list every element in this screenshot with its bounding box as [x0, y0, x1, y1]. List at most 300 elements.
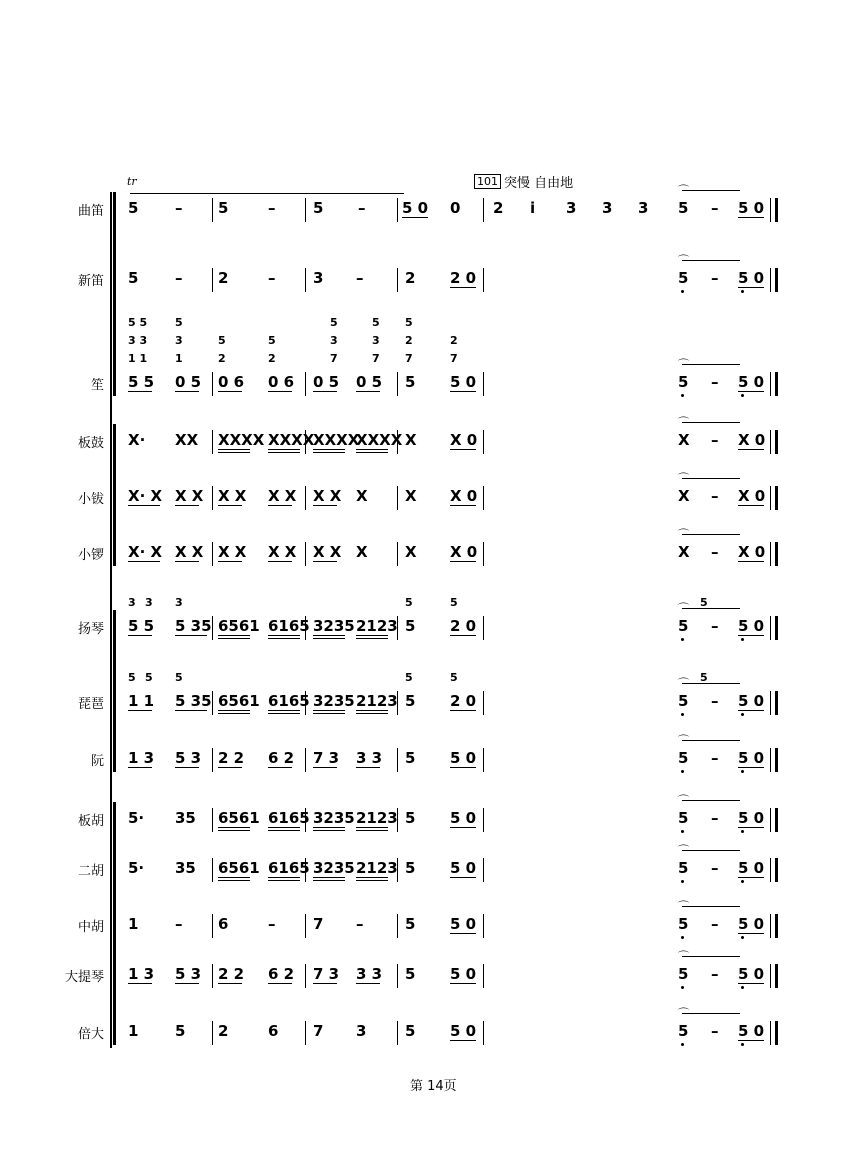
note: 3: [356, 1022, 367, 1040]
beat-underline: [175, 505, 199, 506]
beat-underline: [356, 452, 388, 453]
note: 1: [128, 1022, 139, 1040]
barline: [305, 372, 306, 396]
note: 5·: [128, 859, 145, 877]
final-note: 5: [678, 965, 689, 983]
chord-note: 2: [405, 334, 413, 347]
note: 5 0: [450, 373, 477, 391]
note: 5 0: [450, 859, 477, 877]
note: X: [405, 431, 417, 449]
note: XXXX: [268, 431, 315, 449]
octave-dot: [681, 394, 684, 397]
chord-note: 3: [175, 334, 183, 347]
beat-underline: [450, 391, 476, 392]
note: X: [405, 487, 417, 505]
beat-underline: [218, 830, 250, 831]
note: 5: [313, 199, 324, 217]
system-line: [110, 192, 112, 1048]
barline: [483, 268, 484, 292]
barline: [212, 616, 213, 640]
barline: [397, 486, 398, 510]
note: –: [175, 915, 183, 933]
note: 6165: [268, 859, 310, 877]
barline: [212, 914, 213, 938]
note: 3 3: [356, 749, 383, 767]
trill-mark: tr: [127, 175, 137, 188]
chord-note: 2: [268, 352, 276, 365]
beat-underline: [128, 635, 152, 636]
chord-note: 1: [175, 352, 183, 365]
fermata-mark: ⌒: [678, 844, 689, 857]
tempo-marking: 突慢 自由地: [504, 176, 574, 191]
slur: [130, 193, 404, 194]
tie: [682, 850, 740, 851]
octave-dot: [741, 880, 744, 883]
chord-note: 2: [450, 334, 458, 347]
note: 5 3: [175, 749, 202, 767]
final-note: 5: [678, 269, 689, 287]
beat-underline: [356, 827, 388, 828]
chord-note: 3: [128, 596, 136, 609]
beat-underline: [218, 391, 242, 392]
beat-underline: [313, 635, 345, 636]
beat-underline: [450, 933, 476, 934]
octave-dot: [741, 1043, 744, 1046]
note: X: [405, 543, 417, 561]
free-melody-note: 3: [566, 199, 577, 217]
barline: [775, 486, 778, 510]
final-barline: [770, 1021, 771, 1045]
final-barline: [770, 691, 771, 715]
page-number: 第 14页: [410, 1079, 457, 1094]
note: 5 0: [450, 1022, 477, 1040]
beat-underline: [313, 713, 345, 714]
note: 3 3: [356, 965, 383, 983]
barline: [305, 542, 306, 566]
beat-underline: [175, 391, 199, 392]
beat-underline: [450, 449, 476, 450]
beat-underline: [450, 505, 476, 506]
instrument-label: 曲笛: [77, 204, 104, 219]
barline: [212, 198, 213, 222]
final-note: –: [711, 543, 719, 561]
beat-underline: [218, 561, 242, 562]
final-note: –: [711, 809, 719, 827]
instrument-label: 中胡: [77, 920, 104, 935]
barline: [397, 748, 398, 772]
final-note: –: [711, 373, 719, 391]
final-barline: [770, 542, 771, 566]
final-note: 5 0: [738, 859, 765, 877]
instrument-label: 阮: [90, 754, 104, 769]
octave-dot: [681, 770, 684, 773]
note: 6165: [268, 809, 310, 827]
beat-underline: [738, 710, 764, 711]
beat-underline: [218, 635, 250, 636]
tie: [682, 190, 740, 191]
beat-underline: [356, 713, 388, 714]
free-melody-note: 2: [493, 199, 504, 217]
beat-underline: [313, 827, 345, 828]
note: 5 0: [402, 199, 429, 217]
note: 6165: [268, 692, 310, 710]
barline: [397, 542, 398, 566]
final-note: 5 0: [738, 269, 765, 287]
final-note: –: [711, 859, 719, 877]
barline: [212, 268, 213, 292]
chord-note: 5: [218, 334, 226, 347]
barline: [305, 914, 306, 938]
final-note: –: [711, 965, 719, 983]
barline: [483, 1021, 484, 1045]
note: X 0: [450, 543, 478, 561]
beat-underline: [356, 710, 388, 711]
note: 5 3: [175, 965, 202, 983]
beat-underline: [268, 449, 300, 450]
barline: [212, 486, 213, 510]
barline: [483, 430, 484, 454]
note: 5: [218, 199, 229, 217]
beat-underline: [218, 638, 250, 639]
note: 2: [218, 269, 229, 287]
beat-underline: [218, 713, 250, 714]
beat-underline: [450, 767, 476, 768]
chord-note: 1 1: [128, 352, 148, 365]
instrument-label: 板鼓: [77, 436, 104, 451]
tie: [682, 608, 740, 609]
fermata-mark: ⌒: [678, 900, 689, 913]
final-note: 5 0: [738, 373, 765, 391]
beat-underline: [738, 635, 764, 636]
chord-note: 5: [128, 671, 136, 684]
note: 2123: [356, 617, 398, 635]
octave-dot: [681, 638, 684, 641]
beat-underline: [268, 830, 300, 831]
note: 1 3: [128, 965, 155, 983]
note: 3: [313, 269, 324, 287]
beat-underline: [356, 638, 388, 639]
barline: [483, 964, 484, 988]
barline: [212, 542, 213, 566]
barline: [483, 616, 484, 640]
beat-underline: [313, 561, 337, 562]
note: 3235: [313, 809, 355, 827]
barline: [397, 268, 398, 292]
note: 5: [405, 617, 416, 635]
final-note: 5: [678, 859, 689, 877]
instrument-label: 大提琴: [64, 970, 104, 985]
note: 7: [313, 915, 324, 933]
final-note: –: [711, 487, 719, 505]
barline: [212, 748, 213, 772]
note: 5 5: [128, 617, 155, 635]
beat-underline: [356, 880, 388, 881]
final-note: –: [711, 692, 719, 710]
beat-underline: [128, 983, 152, 984]
beat-underline: [313, 505, 337, 506]
final-barline: [770, 858, 771, 882]
beat-underline: [313, 877, 345, 878]
final-note: 5 0: [738, 692, 765, 710]
final-note: –: [711, 1022, 719, 1040]
beat-underline: [738, 561, 764, 562]
barline: [775, 914, 778, 938]
note: 2123: [356, 809, 398, 827]
chord-note: 5: [175, 316, 183, 329]
note: XXXX: [218, 431, 265, 449]
note: 5 0: [450, 749, 477, 767]
note: 5 0: [450, 809, 477, 827]
beat-underline: [738, 827, 764, 828]
final-note: X: [678, 431, 690, 449]
final-note: 5: [678, 199, 689, 217]
barline: [483, 542, 484, 566]
note: 5: [405, 749, 416, 767]
note: 3235: [313, 859, 355, 877]
note: X X: [313, 487, 342, 505]
note: 5 5: [128, 373, 155, 391]
beat-underline: [402, 217, 428, 218]
note: 5: [405, 859, 416, 877]
final-barline: [770, 748, 771, 772]
barline: [483, 198, 484, 222]
beat-underline: [218, 710, 250, 711]
final-note: X: [678, 543, 690, 561]
final-note: –: [711, 749, 719, 767]
beat-underline: [218, 827, 250, 828]
barline: [305, 964, 306, 988]
chord-note: 5: [372, 316, 380, 329]
free-melody-note: 3: [602, 199, 613, 217]
beat-underline: [450, 827, 476, 828]
beat-underline: [268, 880, 300, 881]
note: –: [268, 199, 276, 217]
barline: [212, 372, 213, 396]
beat-underline: [218, 983, 242, 984]
beat-underline: [218, 452, 250, 453]
note: 6561: [218, 809, 260, 827]
final-note: 5 0: [738, 749, 765, 767]
instrument-label: 倍大: [77, 1027, 104, 1042]
octave-dot: [741, 830, 744, 833]
final-barline: [770, 964, 771, 988]
note: 0 6: [268, 373, 295, 391]
note: 2 2: [218, 965, 245, 983]
note: 1 3: [128, 749, 155, 767]
beat-underline: [356, 830, 388, 831]
note: 1: [128, 915, 139, 933]
note: 2123: [356, 692, 398, 710]
chord-note: 7: [405, 352, 413, 365]
beat-underline: [268, 710, 300, 711]
barline: [775, 198, 778, 222]
note: –: [358, 199, 366, 217]
note: 7 3: [313, 965, 340, 983]
chord-note: 5: [330, 316, 338, 329]
fermata-mark: ⌒: [678, 416, 689, 429]
final-note: –: [711, 617, 719, 635]
instrument-label: 琵琶: [77, 697, 104, 712]
note: 6 2: [268, 965, 295, 983]
note: 6165: [268, 617, 310, 635]
chord-note: 5: [405, 671, 413, 684]
octave-dot: [741, 290, 744, 293]
tie: [682, 683, 740, 684]
tie: [682, 800, 740, 801]
note: 1 1: [128, 692, 155, 710]
barline: [483, 372, 484, 396]
fermata-mark: ⌒: [678, 677, 689, 690]
barline: [775, 748, 778, 772]
note: 5: [128, 199, 139, 217]
fermata-mark: ⌒: [678, 602, 689, 615]
final-note: –: [711, 431, 719, 449]
beat-underline: [356, 767, 380, 768]
note: 0 6: [218, 373, 245, 391]
beat-underline: [738, 391, 764, 392]
note: 35: [175, 809, 196, 827]
final-note: 5: [678, 749, 689, 767]
final-note: 5 0: [738, 915, 765, 933]
octave-dot: [681, 830, 684, 833]
beat-underline: [738, 767, 764, 768]
chord-note: 5: [700, 596, 708, 609]
barline: [305, 748, 306, 772]
note: X X: [268, 487, 297, 505]
beat-underline: [313, 880, 345, 881]
chord-note: 5: [450, 596, 458, 609]
octave-dot: [681, 986, 684, 989]
beat-underline: [738, 217, 764, 218]
note: X X: [175, 487, 204, 505]
beat-underline: [450, 983, 476, 984]
beat-underline: [218, 505, 242, 506]
beat-underline: [738, 287, 764, 288]
barline: [212, 808, 213, 832]
barline: [775, 268, 778, 292]
beat-underline: [450, 287, 476, 288]
final-barline: [770, 486, 771, 510]
group-bracket: [113, 192, 116, 396]
barline: [775, 964, 778, 988]
final-barline: [770, 914, 771, 938]
barline: [775, 372, 778, 396]
beat-underline: [268, 638, 300, 639]
chord-note: 7: [372, 352, 380, 365]
barline: [483, 914, 484, 938]
final-note: 5 0: [738, 199, 765, 217]
final-note: X: [678, 487, 690, 505]
final-note: 5 0: [738, 617, 765, 635]
free-melody-note: 3: [638, 199, 649, 217]
fermata-mark: ⌒: [678, 950, 689, 963]
note: 2 0: [450, 269, 477, 287]
octave-dot: [741, 770, 744, 773]
beat-underline: [313, 767, 337, 768]
note: 5·: [128, 809, 145, 827]
note: 2: [405, 269, 416, 287]
note: 0: [450, 199, 461, 217]
octave-dot: [741, 394, 744, 397]
note: 2 0: [450, 692, 477, 710]
beat-underline: [218, 877, 250, 878]
chord-note: 3: [372, 334, 380, 347]
beat-underline: [313, 830, 345, 831]
beat-underline: [738, 983, 764, 984]
chord-note: 5 5: [128, 316, 148, 329]
group-bracket: [113, 802, 116, 1045]
beat-underline: [128, 561, 160, 562]
final-note: 5: [678, 692, 689, 710]
final-barline: [770, 430, 771, 454]
note: XXXX: [313, 431, 360, 449]
barline: [775, 691, 778, 715]
octave-dot: [681, 290, 684, 293]
note: 5: [405, 692, 416, 710]
beat-underline: [218, 767, 242, 768]
note: XX: [175, 431, 199, 449]
tie: [682, 478, 740, 479]
note: 5: [128, 269, 139, 287]
note: 0 5: [313, 373, 340, 391]
beat-underline: [450, 561, 476, 562]
note: 6561: [218, 692, 260, 710]
note: X: [356, 487, 368, 505]
note: 2123: [356, 859, 398, 877]
tie: [682, 740, 740, 741]
final-note: 5: [678, 1022, 689, 1040]
chord-note: 3 3: [128, 334, 148, 347]
beat-underline: [313, 983, 337, 984]
beat-underline: [268, 983, 292, 984]
note: 3235: [313, 617, 355, 635]
chord-note: 5: [145, 671, 153, 684]
tie: [682, 534, 740, 535]
beat-underline: [128, 391, 152, 392]
beat-underline: [128, 767, 152, 768]
beat-underline: [738, 1040, 764, 1041]
note: 2: [218, 1022, 229, 1040]
final-barline: [770, 268, 771, 292]
note: 7: [313, 1022, 324, 1040]
final-note: X 0: [738, 431, 766, 449]
note: 7 3: [313, 749, 340, 767]
final-note: –: [711, 199, 719, 217]
beat-underline: [218, 449, 250, 450]
instrument-label: 小钹: [77, 492, 104, 507]
barline: [775, 616, 778, 640]
barline: [212, 858, 213, 882]
note: 5: [405, 373, 416, 391]
note: –: [356, 269, 364, 287]
beat-underline: [450, 877, 476, 878]
beat-underline: [175, 710, 207, 711]
final-note: 5 0: [738, 1022, 765, 1040]
chord-note: 7: [330, 352, 338, 365]
beat-underline: [268, 391, 292, 392]
note: X 0: [450, 487, 478, 505]
barline: [397, 198, 398, 222]
instrument-label: 二胡: [77, 864, 104, 879]
beat-underline: [313, 391, 337, 392]
barline: [305, 486, 306, 510]
instrument-label: 新笛: [77, 274, 104, 289]
barline: [212, 964, 213, 988]
note: X X: [218, 543, 247, 561]
final-barline: [770, 616, 771, 640]
final-note: 5: [678, 617, 689, 635]
note: –: [175, 199, 183, 217]
